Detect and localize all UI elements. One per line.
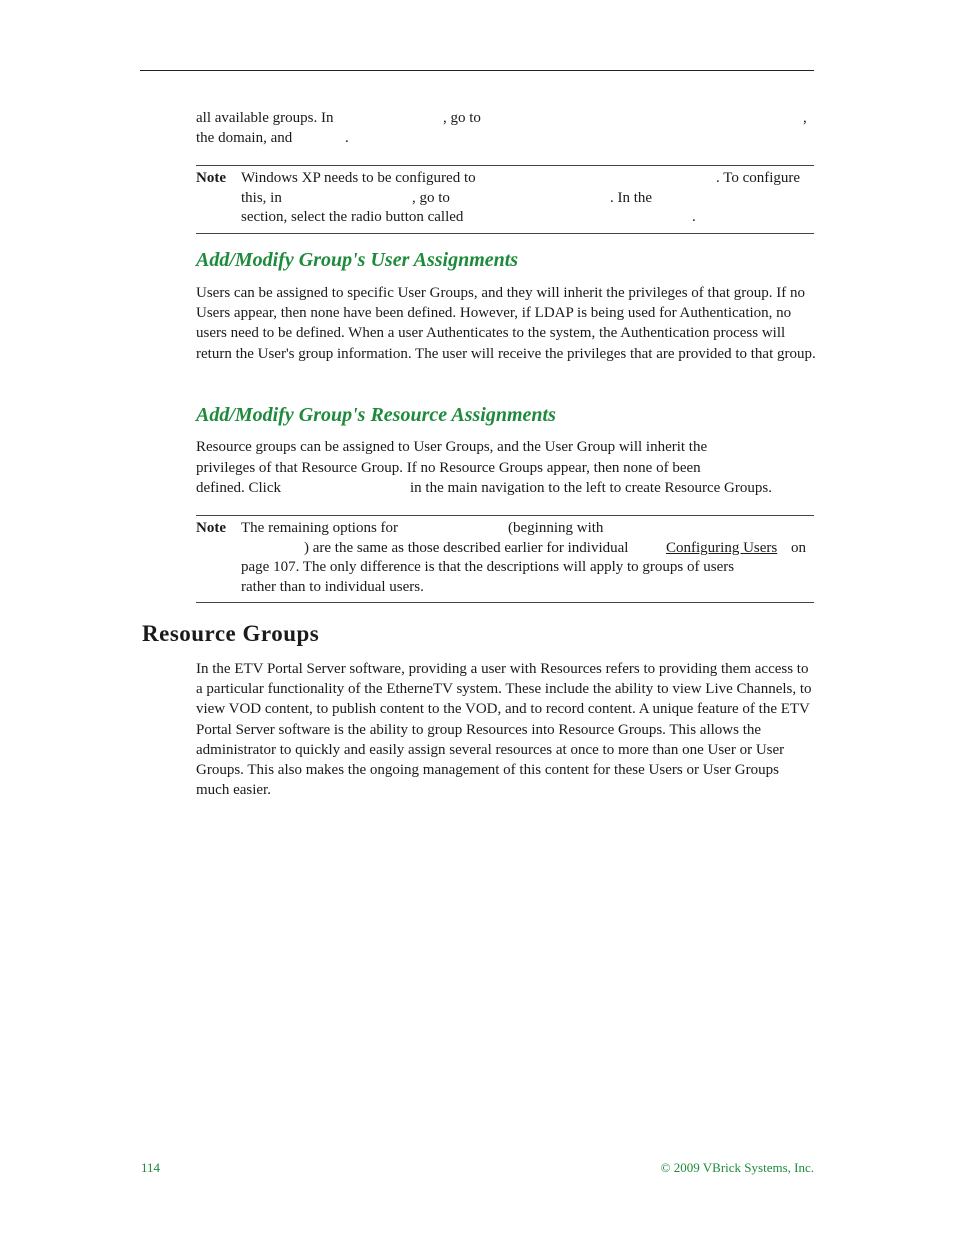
resource-assignments-line2: privileges of that Resource Group. If no Resource Groups appear, then none of been [196, 460, 701, 476]
resource-groups-heading: Resource Groups [142, 621, 320, 646]
intro-line2-a: the domain, and [196, 130, 293, 146]
note2-line1-a: The remaining options for [241, 520, 399, 536]
resource-assignments-heading: Add/Modify Group's Resource Assignments [196, 404, 556, 426]
note2-line2-a: ) are the same as those described earlier for individual [304, 540, 629, 556]
note1-top-rule [196, 165, 814, 166]
note1-line1-b: . To configure [716, 170, 801, 186]
footer-copyright: © 2009 VBrick Systems, Inc. [660, 1160, 814, 1175]
note2-top-rule [196, 515, 814, 516]
note2-bottom-rule [196, 602, 814, 603]
note2-line3: page 107. The only difference is that the descriptions will apply to groups of users [241, 559, 735, 575]
user-assignments-heading: Add/Modify Group's User Assignments [196, 249, 519, 271]
resource-assignments-line3-a: defined. Click [196, 480, 281, 496]
intro-line1-a: all available groups. In [196, 110, 334, 126]
configuring-users-link[interactable]: Configuring Users [666, 540, 778, 556]
note2-line4: rather than to individual users. [241, 579, 424, 595]
resource-assignments-line1: Resource groups can be assigned to User Groups, and the User Group will inherit the [196, 439, 708, 455]
header-rule [140, 70, 814, 71]
note2-line2-b: on [791, 540, 806, 556]
note1-line2-b: , go to [412, 190, 450, 206]
resource-groups-body: In the ETV Portal Server software, providing a user with Resources refers to providing them access to a particular functionality of the EtherneTV system. These include the ability to view Live Channels, to view VOD content, to publish content to the VOD, and to record content. A unique feature of the ETV Portal Server software is the ability to group Resources into Resource Groups. This allows the administrator to quickly and easily assign several resources at once to more than one User or User Groups. This also makes the ongoing management of this content for these Users or User Groups much easier. [196, 661, 812, 799]
note1-label: Note [196, 170, 226, 186]
note1-line2-c: . In the [610, 190, 653, 206]
intro-line2-b: . [345, 130, 349, 146]
resource-assignments-line3-b: in the main navigation to the left to create Resource Groups. [410, 480, 772, 496]
note2-label: Note [196, 520, 226, 536]
note1-line2-a: this, in [241, 190, 282, 206]
page-number: 114 [141, 1160, 161, 1175]
note1-bottom-rule [196, 233, 814, 234]
note2-line1-b: (beginning with [508, 520, 604, 536]
user-assignments-body: Users can be assigned to specific User Groups, and they will inherit the privileges of that group. If no Users appear, then none have been defined. However, if LDAP is being used for Authentication, no users need to be defined. When a user Authenticates to the system, the Authentication process will return the User's group information. The user will receive the privileges that are provided to that group. [196, 285, 816, 362]
note1-line1-a: Windows XP needs to be configured to [241, 170, 476, 186]
note1-line3-a: section, select the radio button called [241, 209, 464, 225]
intro-line1-c: , [803, 110, 807, 126]
note1-line3-b: . [692, 209, 696, 225]
intro-line1-b: , go to [443, 110, 481, 126]
